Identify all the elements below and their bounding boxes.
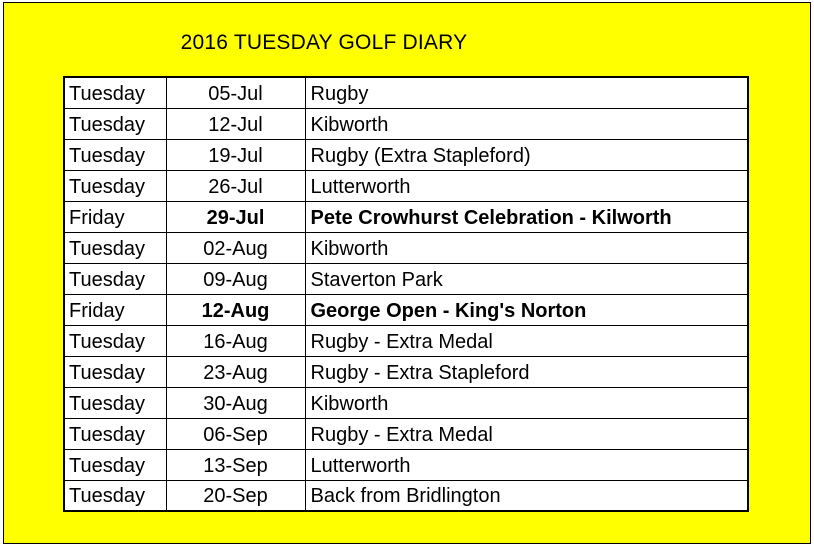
day-cell: Tuesday (64, 325, 166, 356)
venue-cell: Rugby - Extra Medal (305, 418, 748, 449)
day-cell: Tuesday (64, 480, 166, 511)
venue-cell: Staverton Park (305, 263, 748, 294)
table-row (64, 263, 748, 294)
day-cell: Tuesday (64, 387, 166, 418)
venue-cell: Rugby - Extra Medal (305, 325, 748, 356)
date-cell: 12-Jul (166, 108, 305, 139)
table-row (64, 139, 748, 170)
date-cell: 06-Sep (166, 418, 305, 449)
venue-cell: Rugby (Extra Stapleford) (305, 139, 748, 170)
venue-cell: Kibworth (305, 232, 748, 263)
date-cell: 16-Aug (166, 325, 305, 356)
venue-cell: George Open - King's Norton (305, 294, 748, 325)
table-row (64, 480, 748, 511)
day-cell: Tuesday (64, 139, 166, 170)
day-cell: Tuesday (64, 263, 166, 294)
table-row (64, 387, 748, 418)
venue-cell: Kibworth (305, 387, 748, 418)
day-cell: Tuesday (64, 108, 166, 139)
venue-cell: Pete Crowhurst Celebration - Kilworth (305, 201, 748, 232)
day-cell: Tuesday (64, 77, 166, 108)
venue-cell: Lutterworth (305, 170, 748, 201)
date-cell: 23-Aug (166, 356, 305, 387)
day-cell: Tuesday (64, 418, 166, 449)
table-row (64, 325, 748, 356)
date-cell: 26-Jul (166, 170, 305, 201)
day-cell: Tuesday (64, 356, 166, 387)
table-row (64, 449, 748, 480)
venue-cell: Kibworth (305, 108, 748, 139)
day-cell: Friday (64, 294, 166, 325)
table-row (64, 77, 748, 108)
table-row (64, 170, 748, 201)
fixtures-table-body (64, 77, 748, 511)
page-title: 2016 TUESDAY GOLF DIARY (180, 31, 468, 54)
table-row (64, 294, 748, 325)
date-cell: 12-Aug (166, 294, 305, 325)
table-row (64, 232, 748, 263)
day-cell: Friday (64, 201, 166, 232)
table-row (64, 108, 748, 139)
day-cell: Tuesday (64, 449, 166, 480)
date-cell: 30-Aug (166, 387, 305, 418)
date-cell: 20-Sep (166, 480, 305, 511)
day-cell: Tuesday (64, 232, 166, 263)
venue-cell: Rugby - Extra Stapleford (305, 356, 748, 387)
date-cell: 09-Aug (166, 263, 305, 294)
date-cell: 29-Jul (166, 201, 305, 232)
date-cell: 13-Sep (166, 449, 305, 480)
venue-cell: Back from Bridlington (305, 480, 748, 511)
diary-sheet (3, 2, 811, 544)
date-cell: 02-Aug (166, 232, 305, 263)
table-row (64, 201, 748, 232)
date-cell: 05-Jul (166, 77, 305, 108)
day-cell: Tuesday (64, 170, 166, 201)
date-cell: 19-Jul (166, 139, 305, 170)
table-row (64, 356, 748, 387)
venue-cell: Lutterworth (305, 449, 748, 480)
fixtures-table (63, 76, 749, 512)
table-row (64, 418, 748, 449)
venue-cell: Rugby (305, 77, 748, 108)
